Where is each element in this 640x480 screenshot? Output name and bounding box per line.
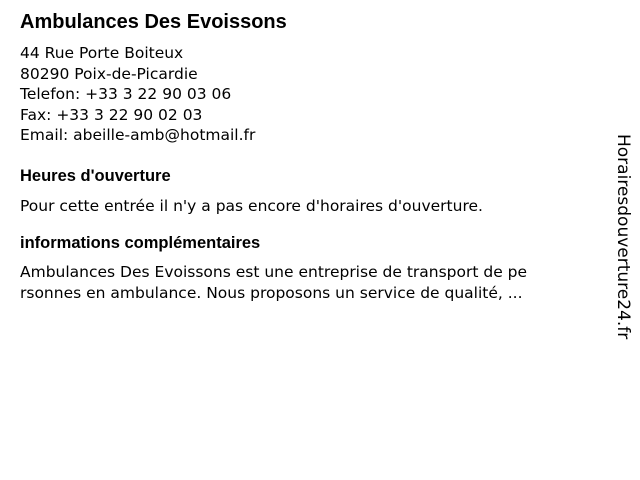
business-card: [20, 9, 600, 304]
address-line-1: 44 Rue Porte Boiteux: [20, 44, 184, 62]
business-name: Ambulances Des Evoissons: [20, 11, 287, 33]
fax-number: Fax: +33 3 22 90 02 03: [20, 105, 203, 124]
site-watermark: Horairesdouverture24.fr: [613, 134, 633, 340]
phone-number: Telefon: +33 3 22 90 03 06: [20, 85, 232, 103]
additional-info-text: [20, 262, 592, 304]
address-line-2: 80290 Poix-de-Picardie: [20, 64, 198, 83]
additional-info-line-1: Ambulances Des Evoissons est une entreprise de transport de pe: [20, 263, 528, 281]
opening-hours-heading: Heures d'ouverture: [20, 166, 171, 185]
additional-info-heading: informations complémentaires: [20, 234, 261, 252]
email-address: Email: abeille-amb@hotmail.fr: [20, 126, 256, 144]
additional-info-line-2: rsonnes en ambulance. Nous proposons un service de qualité, ...: [20, 284, 523, 302]
opening-hours-text: Pour cette entrée il n'y a pas encore d'horaires d'ouverture.: [20, 196, 483, 215]
